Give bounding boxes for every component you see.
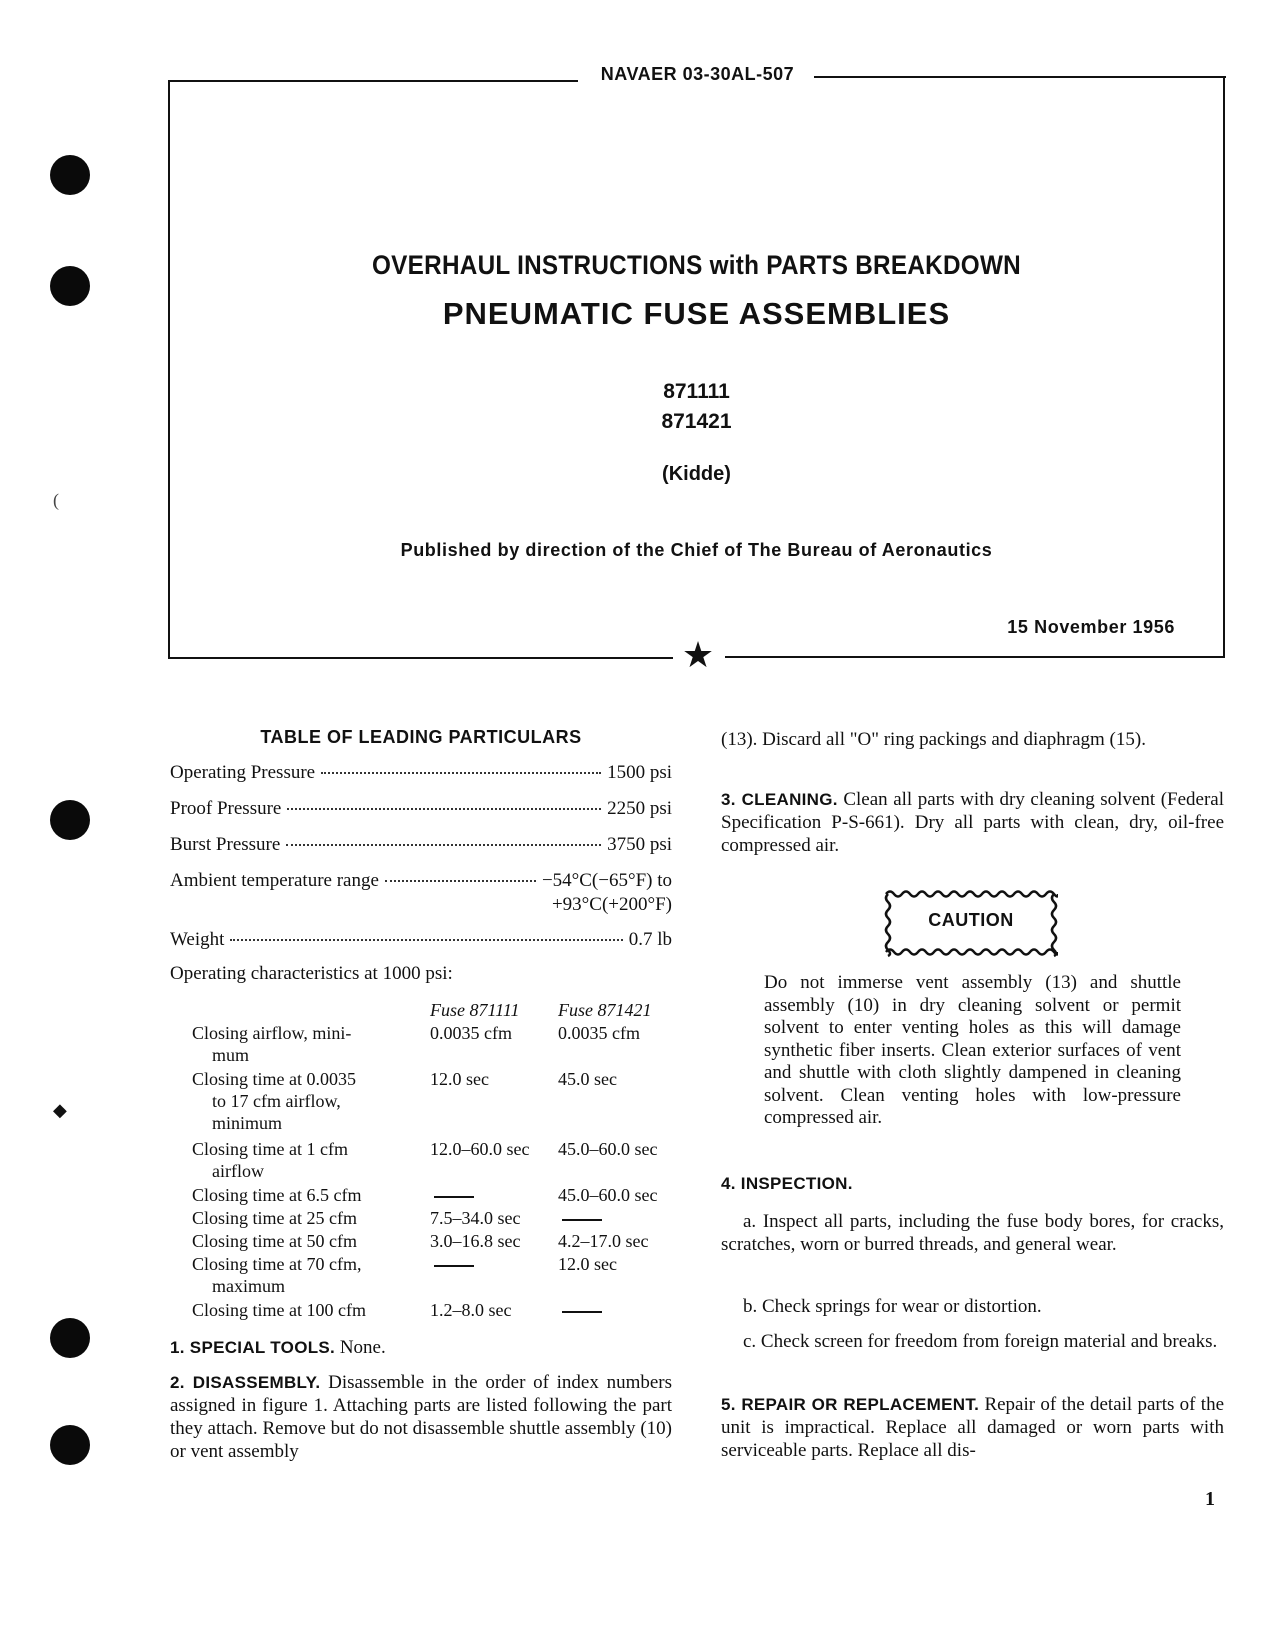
margin-mark: ◆ — [53, 1100, 67, 1120]
dash-mark — [562, 1219, 602, 1221]
section-repair — [721, 1393, 1224, 1462]
particular-value: 3750 psi — [607, 834, 672, 855]
cell-871421 — [558, 1207, 678, 1229]
section-heading: 4. INSPECTION. — [721, 1174, 853, 1193]
part-number-1: 871111 — [663, 380, 730, 403]
particular-value: 1500 psi — [607, 762, 672, 783]
row-label: Closing time at 1 cfm — [192, 1139, 348, 1159]
particular-value-cont: +93°C(+200°F) — [551, 894, 672, 915]
row-label-cont: maximum — [212, 1276, 285, 1296]
particular-row — [170, 929, 672, 951]
particular-value: −54°C(−65°F) to — [541, 870, 672, 891]
page-number: 1 — [1205, 1488, 1215, 1510]
row-label: Closing time at 50 cfm — [192, 1231, 357, 1251]
section-text: Repair of the detail parts of the unit is impractical. Replace all damaged or worn parts with serviceable parts. Replace all dis- — [721, 1394, 1225, 1461]
cell-871421: 4.2–17.0 sec — [558, 1231, 649, 1251]
particular-value: 2250 psi — [607, 798, 672, 819]
section-text: Clean all parts with dry cleaning solvent (Federal Specification P-S-661). Dry all parts with clean, dry, oil-free compressed air. — [721, 789, 1224, 856]
frame-line — [1223, 76, 1225, 658]
row-label: Closing time at 0.0035 — [192, 1069, 356, 1089]
section-disassembly — [170, 1371, 672, 1463]
particular-label: Proof Pressure — [170, 798, 282, 819]
inspection-item-a: a. Inspect all parts, including the fuse body bores, for cracks, scratches, worn or burred threads, and general wear. — [721, 1211, 1224, 1255]
publication-date: 15 November 1956 — [1007, 617, 1175, 637]
cell-871421: 45.0–60.0 sec — [558, 1139, 658, 1159]
inspection-item-b: b. Check springs for wear or distortion. — [743, 1296, 1042, 1317]
frame-line — [168, 80, 578, 82]
section-heading: 3. CLEANING. — [721, 790, 838, 809]
table-title: TABLE OF LEADING PARTICULARS — [260, 727, 582, 747]
section-text: Disassemble in the order of index numbers assigned in figure 1. Attaching parts are listed following the part they attach. Remove but do not disassemble shuttle assembly (10) or vent assembly — [170, 1372, 672, 1462]
row-label: Closing airflow, mini- — [192, 1023, 352, 1043]
manufacturer: (Kidde) — [662, 463, 731, 485]
cell-871421: 45.0–60.0 sec — [558, 1185, 658, 1205]
row-label-cont: airflow — [212, 1161, 264, 1181]
cell-871111: 7.5–34.0 sec — [430, 1208, 521, 1228]
particular-label: Ambient temperature range — [170, 870, 379, 891]
section-heading: 1. SPECIAL TOOLS. — [170, 1338, 336, 1357]
caution-box — [884, 888, 1058, 958]
cell-871111 — [430, 1253, 550, 1275]
cell-871421: 45.0 sec — [558, 1069, 617, 1089]
page-title: PNEUMATIC FUSE ASSEMBLIES — [442, 296, 951, 331]
dash-mark — [562, 1311, 602, 1313]
cell-871421: 0.0035 cfm — [558, 1023, 640, 1043]
published-by: Published by direction of the Chief of The Bureau of Aeronautics — [400, 540, 993, 560]
star-icon: ★ — [681, 635, 715, 675]
cell-871111: 3.0–16.8 sec — [430, 1231, 521, 1251]
particular-value: 0.7 lb — [628, 929, 672, 950]
cell-871421: 12.0 sec — [558, 1254, 617, 1274]
frame-line — [168, 80, 170, 658]
particular-row — [170, 834, 672, 856]
dot-leader — [287, 807, 601, 810]
row-label: Closing time at 6.5 cfm — [192, 1185, 362, 1205]
dot-leader — [230, 938, 622, 941]
row-label: Closing time at 70 cfm, — [192, 1254, 362, 1274]
cell-871111: 1.2–8.0 sec — [430, 1300, 512, 1320]
binder-hole — [50, 1425, 90, 1465]
cell-871421 — [558, 1299, 678, 1321]
section-heading: 5. REPAIR OR REPLACEMENT. — [721, 1395, 980, 1414]
particular-label: Operating Pressure — [170, 762, 316, 783]
title-line-1: OVERHAUL INSTRUCTIONS with PARTS BREAKDOWN — [371, 250, 1021, 280]
dash-mark — [434, 1196, 474, 1198]
particular-label: Burst Pressure — [170, 834, 281, 855]
dash-mark — [434, 1265, 474, 1267]
inspection-item-c: c. Check screen for freedom from foreign material and breaks. — [743, 1331, 1218, 1352]
column-header: Fuse 871421 — [558, 1000, 652, 1020]
part-number-2: 871421 — [661, 410, 732, 433]
binder-hole — [50, 1318, 90, 1358]
section-heading: 2. DISASSEMBLY. — [170, 1373, 321, 1392]
section-special-tools — [170, 1336, 672, 1359]
particular-label: Weight — [170, 929, 225, 950]
caution-text: Do not immerse vent assembly (13) and shuttle assembly (10) in dry cleaning solvent or permit solvent to enter venting holes as this will damage synthetic fiber inserts. Clean exterior surfaces of vent and shuttle with cloth slightly dampened in cleaning solvent. Clean venting holes with low-pressure compressed air. — [764, 972, 1181, 1128]
row-label-cont: mum — [212, 1045, 250, 1065]
particular-row — [170, 870, 672, 892]
frame-line — [725, 656, 1225, 658]
margin-mark: ( — [53, 490, 59, 510]
cell-871111: 12.0 sec — [430, 1069, 489, 1089]
column-header: Fuse 871111 — [430, 1000, 520, 1020]
binder-hole — [50, 155, 90, 195]
row-label-cont: minimum — [212, 1113, 283, 1133]
row-label: Closing time at 25 cfm — [192, 1208, 357, 1228]
row-label: Closing time at 100 cfm — [192, 1300, 366, 1320]
dot-leader — [321, 771, 601, 774]
particular-row — [170, 762, 672, 784]
section-text: None. — [339, 1337, 386, 1358]
binder-hole — [50, 266, 90, 306]
particular-row — [170, 798, 672, 820]
frame-line — [168, 657, 673, 659]
section-disassembly-cont: (13). Discard all "O" ring packings and diaphragm (15). — [721, 729, 1146, 750]
row-label-cont: to 17 cfm airflow, — [212, 1091, 341, 1111]
caution-label: CAUTION — [928, 910, 1014, 930]
operating-intro: Operating characteristics at 1000 psi: — [170, 963, 453, 984]
dot-leader — [286, 843, 601, 846]
frame-line — [814, 76, 1226, 78]
binder-hole — [50, 800, 90, 840]
section-cleaning — [721, 788, 1224, 857]
cell-871111 — [430, 1184, 550, 1206]
publication-number: NAVAER 03-30AL-507 — [600, 64, 795, 84]
cell-871111: 12.0–60.0 sec — [430, 1139, 530, 1159]
cell-871111: 0.0035 cfm — [430, 1023, 512, 1043]
dot-leader — [385, 879, 536, 882]
